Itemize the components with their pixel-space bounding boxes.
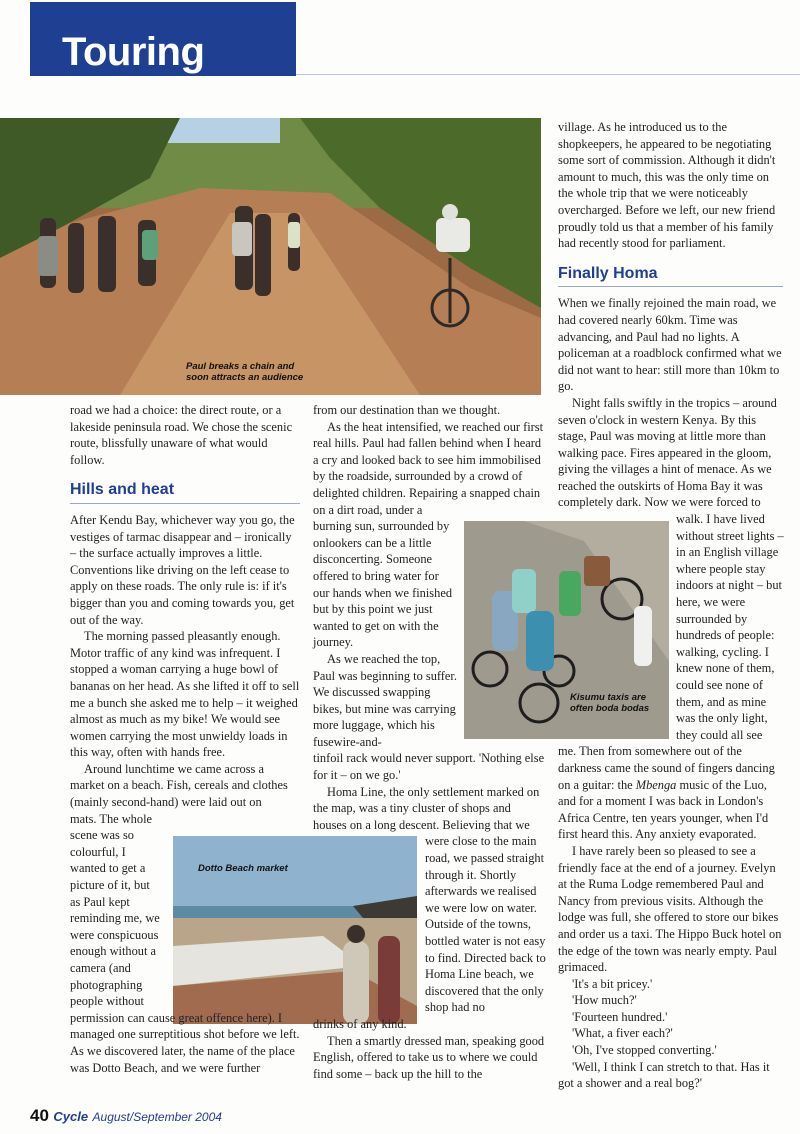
paragraph: When we finally rejoined the main road, we had covered nearly 60km. Time was advancing, and Paul had no lights. A policeman at a roadblock confirmed what we did not want to hear: still more than 10km to go. bbox=[558, 296, 782, 394]
paragraph: Night falls swiftly in the tropics – around seven o'clock in western Kenya. By this stage, Paul was moving at little more than walking pace. Fires appeared in the gloom, giving the villages a hint of menace. As we reached the outskirts of Homa Bay it was completely dark. Now we were forced to bbox=[558, 395, 777, 510]
column-1 bbox=[70, 402, 300, 1076]
magazine-name: Cycle bbox=[53, 1109, 89, 1124]
paragraph: After Kendu Bay, whichever way you go, the vestiges of tarmac disappear and – ironically – the surface actually improves a little. Conventions like driving on the left cease to apply on these roads. The only rule is: if it's bigger than you and coming towards you, get out of the way. bbox=[70, 512, 295, 627]
paragraph: drinks of any kind. bbox=[313, 1016, 407, 1031]
column-2 bbox=[313, 402, 545, 1082]
issue-date: August/September 2004 bbox=[92, 1110, 222, 1124]
paragraph-wrap: burning sun, surrounded by onlookers can be a little disconcerting. Someone offered to bring water for our hands when we finished but by this point we just wanted to get on with the journey. bbox=[313, 519, 453, 650]
dialogue-line: 'Fourteen hundred.' bbox=[572, 1009, 668, 1024]
text-run: me. Then from somewhere out of the darkness came the sound of fingers dancing on a guitar: the bbox=[558, 744, 775, 792]
paragraph-wrap: were close to the main road, we passed straight through it. Shortly afterwards we realised we were low on water. Outside of the towns, bottled water is not easy to find. Directed back to Homa Line beach, we discovered that the only shop had no bbox=[425, 834, 546, 1015]
page-number: 40 bbox=[30, 1106, 49, 1125]
paragraph: As the heat intensified, we reached our first real hills. Paul had fallen behind when I heard a cry and looked back to see him immobilised by the roadside, surrounded by a crowd of delighted children. Repairing a snapped chain on a dirt road, under a bbox=[313, 419, 544, 517]
text-run: music of the Luo, and for a moment I was back in London's Africa Centre, ten years younger, when I'd first heard this. Any anxiety evaporated. bbox=[558, 777, 769, 842]
photo-road-image bbox=[0, 118, 541, 395]
paragraph: tinfoil rack would never support. 'Nothing else for it – on we go.' bbox=[313, 751, 545, 783]
caption-dotto: Dotto Beach market bbox=[198, 863, 288, 874]
text-emphasis: Mbenga bbox=[635, 777, 677, 792]
heading-hills-and-heat: Hills and heat bbox=[70, 482, 300, 504]
dialogue-line: 'How much?' bbox=[572, 993, 637, 1008]
caption-taxis: Kisumu taxis are often boda bodas bbox=[570, 692, 650, 714]
paragraph: Around lunchtime we came across a market on a beach. Fish, cereals and clothes (mainly second-hand) were laid out on bbox=[70, 761, 288, 810]
paragraph: Then a smartly dressed man, speaking good English, offered to take us to where we could find some – back up the hill to the bbox=[313, 1033, 545, 1081]
paragraph: The morning passed pleasantly enough. Motor traffic of any kind was infrequent. I stopped a woman carrying a huge bowl of bananas on her head. As she lifted it off to sell me a bunch she asked me to help – it weighed almost as much as my bike! We would see women carrying the most unwieldy loads in this way, often with hands free. bbox=[70, 629, 300, 760]
column-3 bbox=[558, 119, 783, 1092]
paragraph bbox=[558, 743, 783, 843]
paragraph: permission can cause great offence here). I managed one surreptitious shot before we left. As we discovered later, the name of the place was Dotto Beach, and we were further bbox=[70, 1010, 300, 1075]
section-banner bbox=[30, 2, 296, 76]
dialogue-line: 'Oh, I've stopped converting.' bbox=[572, 1043, 717, 1058]
paragraph: Homa Line, the only settlement marked on the map, was a tiny cluster of shops and houses on a long descent. Believing that we bbox=[313, 784, 540, 832]
paragraph: road we had a choice: the direct route, or a lakeside peninsula road. We chose the scenic route, blissfully unaware of what would follow. bbox=[70, 403, 293, 467]
paragraph-wrap: mats. The whole scene was so colourful, I wanted to get a picture of it, but as Paul kept reminding me, we were conspicuous enough without a camera (and photographing people without bbox=[70, 811, 160, 1009]
paragraph-wrap: walk. I have lived without street lights – in an English village where people stay indoors at night – but here, we were surrounded by hundreds of people: walking, cycling. I knew none of them, could see none of them, and as mine was the only light, they could all see bbox=[676, 512, 784, 742]
page-footer bbox=[30, 1106, 222, 1126]
dialogue-line: 'It's a bit pricey.' bbox=[572, 976, 653, 991]
dialogue-line: 'Well, I think I can stretch to that. Has it got a shower and a real bog?' bbox=[558, 1059, 770, 1091]
paragraph: I have rarely been so pleased to see a friendly face at the end of a journey. Evelyn at the Ruma Lodge remembered Paul and Nancy from previous visits. Although the lodge was full, she offered to store our bikes and order us a taxi. The Hippo Buck hotel on the edge of the town was nearly empty. Paul grimaced. bbox=[558, 843, 782, 975]
section-title: Touring bbox=[62, 30, 205, 74]
paragraph: village. As he introduced us to the shopkeepers, he appeared to be negotiating some sort of commission. Although it didn't amount to much, this was the only time on the whole trip that we were noticeably overcharged. Before we left, our new friend proudly told us that a member of his family had recently stood for parliament. bbox=[558, 120, 776, 251]
paragraph: from our destination than we thought. bbox=[313, 403, 501, 417]
header-rule bbox=[296, 74, 800, 75]
photo-road-chain bbox=[0, 118, 541, 395]
caption-chain: Paul breaks a chain and soon attracts an audience bbox=[186, 361, 304, 383]
dialogue-line: 'What, a fiver each?' bbox=[572, 1026, 673, 1041]
heading-finally-homa: Finally Homa bbox=[558, 266, 783, 288]
paragraph-wrap: As we reached the top, Paul was beginning to suffer. We discussed swapping bikes, but mine was carrying more luggage, which his fusewire-and- bbox=[313, 651, 457, 749]
